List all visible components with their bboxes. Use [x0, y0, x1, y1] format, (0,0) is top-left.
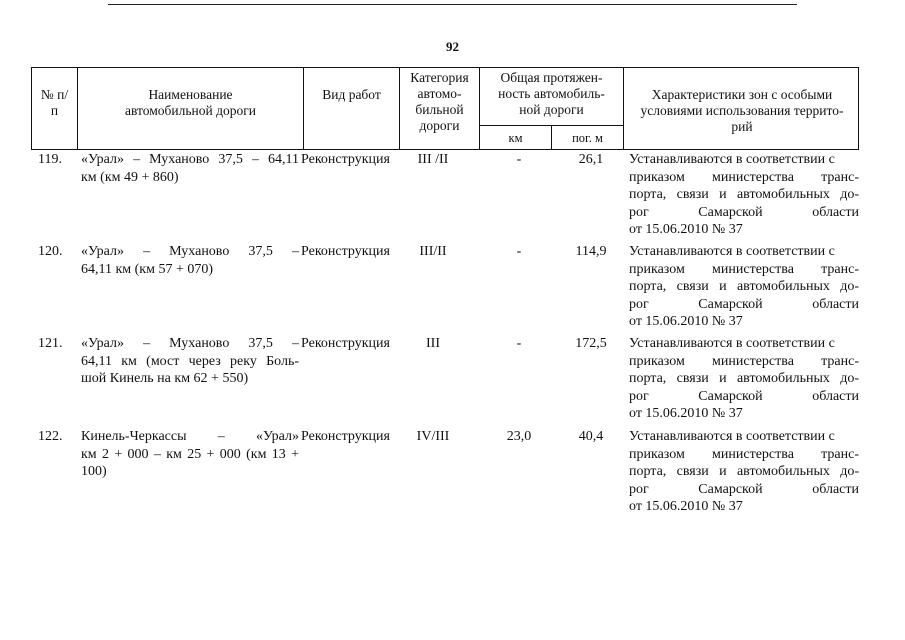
work-type: Реконструкция [301, 336, 390, 351]
road-category: IV/III [416, 429, 450, 444]
row-number: 121. [38, 336, 63, 351]
road-name: «Урал» – Муханово 37,5 – 64,11 км (мост через реку Боль- шой Кинель на км 62 + 550) [81, 336, 299, 386]
road-name: «Урал» – Муханово 37,5 – 64,11 км (км 57 + 070) [81, 244, 299, 277]
work-type: Реконструкция [301, 152, 390, 167]
header-km-cell [480, 126, 552, 149]
zone-characteristics: Устанавливаются в соответствии с приказом министерства транс- порта, связи и автомобильных до- рог Самарской области от 15.06.2010 № 37 [629, 152, 859, 237]
road-category: III [426, 336, 440, 351]
header-work-cell [304, 68, 400, 149]
header-name: Наименование автомобильной дороги [125, 87, 256, 118]
road-name: «Урал» – Муханово 37,5 – 64,11 км (км 49 + 860) [81, 152, 299, 185]
length-km: 23,0 [506, 429, 532, 444]
header-pog-cell [552, 126, 623, 149]
top-rule [108, 4, 797, 5]
header-length-top [480, 68, 623, 126]
header-num: № п/п [40, 87, 69, 118]
work-type: Реконструкция [301, 429, 390, 444]
header-zones: Характеристики зон с особыми условиями использования террито-рий [640, 87, 844, 134]
row-number: 120. [38, 244, 63, 259]
header-length: Общая протяжен-ность автомобиль-ной дороги [498, 70, 605, 117]
work-type: Реконструкция [301, 244, 390, 259]
zone-characteristics: Устанавливаются в соответствии с приказом министерства транс- порта, связи и автомобильных до- рог Самарской области от 15.06.2010 № 37 [629, 429, 859, 514]
row-number: 119. [38, 152, 62, 167]
header-pog: пог. м [572, 131, 603, 145]
header-name-cell [78, 68, 304, 149]
length-km: - [516, 244, 522, 259]
zone-characteristics: Устанавливаются в соответствии с приказом министерства транс- порта, связи и автомобильных до- рог Самарской области от 15.06.2010 № 37 [629, 244, 859, 329]
header-km: км [508, 131, 523, 145]
road-category: III /II [417, 152, 449, 167]
length-pog: 40,4 [578, 429, 604, 444]
row-number: 122. [38, 429, 63, 444]
header-num-cell [32, 68, 78, 149]
road-category: III/II [419, 244, 447, 259]
length-km: - [516, 336, 522, 351]
zone-characteristics: Устанавливаются в соответствии с приказом министерства транс- порта, связи и автомобильных до- рог Самарской области от 15.06.2010 № 37 [629, 336, 859, 421]
header-zones-cell [624, 68, 860, 149]
table-header [31, 67, 859, 150]
length-km: - [516, 152, 522, 167]
length-pog: 26,1 [578, 152, 604, 167]
header-length-cell [480, 68, 624, 149]
road-name: Кинель-Черкассы – «Урал» км 2 + 000 – км 25 + 000 (км 13 + 100) [81, 429, 299, 479]
header-category: Категория автомо-бильной дороги [410, 70, 469, 133]
length-pog: 114,9 [575, 244, 607, 259]
page-number: 92 [446, 39, 459, 54]
header-work: Вид работ [322, 87, 381, 102]
length-pog: 172,5 [575, 336, 607, 351]
header-category-cell [400, 68, 480, 149]
